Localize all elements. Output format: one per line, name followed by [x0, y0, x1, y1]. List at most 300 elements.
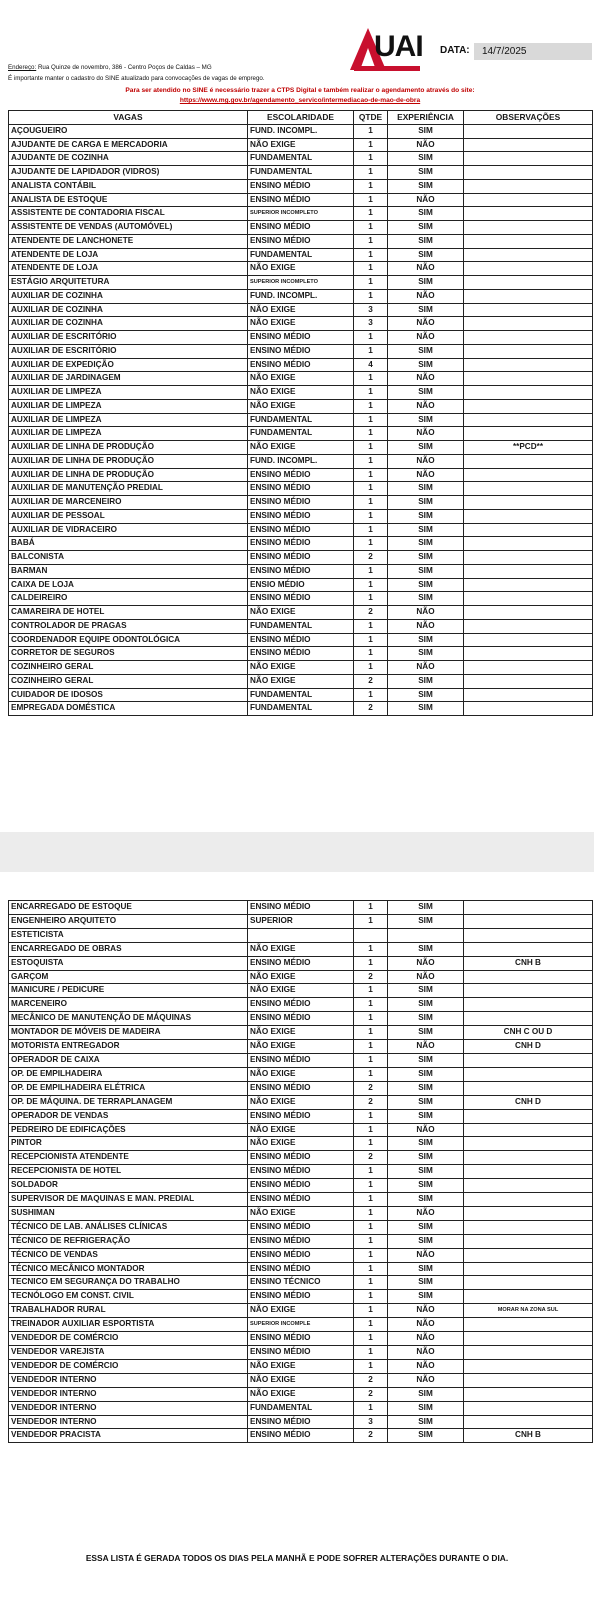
cell-qtde: 1: [354, 1165, 388, 1179]
cell-escolaridade: NÃO EXIGE: [248, 138, 354, 152]
cell-vaga: SUPERVISOR DE MAQUINAS E MAN. PREDIAL: [9, 1193, 248, 1207]
cell-observacoes: CNH B: [464, 1429, 593, 1443]
cell-experiencia: SIM: [388, 234, 464, 248]
cell-escolaridade: ENSINO MÉDIO: [248, 344, 354, 358]
cell-qtde: 1: [354, 454, 388, 468]
cell-observacoes: [464, 661, 593, 675]
cell-experiencia: SIM: [388, 166, 464, 180]
cell-escolaridade: ENSINO MÉDIO: [248, 179, 354, 193]
cell-experiencia: SIM: [388, 303, 464, 317]
cell-experiencia: SIM: [388, 984, 464, 998]
cell-qtde: 1: [354, 1137, 388, 1151]
cell-vaga: CALDEIREIRO: [9, 592, 248, 606]
cell-escolaridade: SUPERIOR INCOMPLETO: [248, 207, 354, 221]
cell-escolaridade: ENSINO MÉDIO: [248, 564, 354, 578]
cell-qtde: 1: [354, 647, 388, 661]
cell-observacoes: MORAR NA ZONA SUL: [464, 1304, 593, 1318]
cell-qtde: 3: [354, 1415, 388, 1429]
cell-qtde: 1: [354, 166, 388, 180]
cell-experiencia: SIM: [388, 207, 464, 221]
cell-experiencia: SIM: [388, 1220, 464, 1234]
cell-observacoes: [464, 1387, 593, 1401]
cell-vaga: ESTOQUISTA: [9, 956, 248, 970]
cell-qtde: 1: [354, 633, 388, 647]
cell-experiencia: SIM: [388, 1165, 464, 1179]
jobs-list-1: [9, 124, 593, 715]
cell-vaga: AUXILIAR DE LINHA DE PRODUÇÃO: [9, 468, 248, 482]
cell-observacoes: [464, 399, 593, 413]
cell-qtde: 1: [354, 1359, 388, 1373]
cell-experiencia: SIM: [388, 1067, 464, 1081]
cell-vaga: PINTOR: [9, 1137, 248, 1151]
cell-observacoes: [464, 331, 593, 345]
cell-observacoes: [464, 1193, 593, 1207]
table-row: [9, 606, 593, 620]
table-row: [9, 289, 593, 303]
cell-experiencia: NÃO: [388, 1373, 464, 1387]
cell-observacoes: [464, 606, 593, 620]
cell-observacoes: [464, 179, 593, 193]
cell-qtde: 2: [354, 606, 388, 620]
cell-vaga: BARMAN: [9, 564, 248, 578]
cell-escolaridade: NÃO EXIGE: [248, 1123, 354, 1137]
cell-vaga: VENDEDOR DE COMÉRCIO: [9, 1359, 248, 1373]
cell-escolaridade: ENSINO MÉDIO: [248, 1109, 354, 1123]
table-row: [9, 1081, 593, 1095]
table-row: [9, 1151, 593, 1165]
cell-escolaridade: NÃO EXIGE: [248, 1095, 354, 1109]
table-row: [9, 592, 593, 606]
cell-vaga: CAIXA DE LOJA: [9, 578, 248, 592]
cell-escolaridade: ENSINO MÉDIO: [248, 1332, 354, 1346]
cell-vaga: ENCARREGADO DE OBRAS: [9, 942, 248, 956]
cell-observacoes: [464, 1276, 593, 1290]
cell-escolaridade: FUND. INCOMPL.: [248, 289, 354, 303]
cell-observacoes: [464, 454, 593, 468]
cell-observacoes: [464, 942, 593, 956]
cell-experiencia: SIM: [388, 647, 464, 661]
table-row: [9, 372, 593, 386]
cell-escolaridade: ENSINO MÉDIO: [248, 1053, 354, 1067]
cell-experiencia: SIM: [388, 1262, 464, 1276]
cell-qtde: 1: [354, 1234, 388, 1248]
cell-qtde: 1: [354, 1262, 388, 1276]
cell-observacoes: [464, 413, 593, 427]
cell-vaga: ATENDENTE DE LANCHONETE: [9, 234, 248, 248]
header-escolaridade: ESCOLARIDADE: [248, 111, 354, 125]
cell-observacoes: [464, 207, 593, 221]
cell-escolaridade: ENSINO MÉDIO: [248, 468, 354, 482]
table-row: [9, 1318, 593, 1332]
cell-experiencia: SIM: [388, 1387, 464, 1401]
header-observacoes: OBSERVAÇÕES: [464, 111, 593, 125]
table-row: [9, 647, 593, 661]
cell-qtde: 1: [354, 441, 388, 455]
cell-vaga: ATENDENTE DE LOJA: [9, 248, 248, 262]
table-row: [9, 578, 593, 592]
table-row: [9, 1165, 593, 1179]
table-row: [9, 1234, 593, 1248]
table-row: [9, 1401, 593, 1415]
cell-escolaridade: FUND. INCOMPL.: [248, 124, 354, 138]
cell-vaga: AJUDANTE DE COZINHA: [9, 152, 248, 166]
cell-experiencia: SIM: [388, 1026, 464, 1040]
table-row: [9, 674, 593, 688]
footer-note: ESSA LISTA É GERADA TODOS OS DIAS PELA MANHÃ E PODE SOFRER ALTERAÇÕES DURANTE O DIA.: [85, 1553, 509, 1563]
cell-vaga: ASSISTENTE DE VENDAS (AUTOMÓVEL): [9, 221, 248, 235]
cell-vaga: ASSISTENTE DE CONTADORIA FISCAL: [9, 207, 248, 221]
table-row: [9, 1262, 593, 1276]
date-label: DATA:: [440, 45, 470, 56]
cell-qtde: 2: [354, 674, 388, 688]
cell-experiencia: SIM: [388, 386, 464, 400]
cell-experiencia: NÃO: [388, 427, 464, 441]
cell-qtde: 1: [354, 276, 388, 290]
cell-experiencia: SIM: [388, 914, 464, 928]
cell-experiencia: NÃO: [388, 970, 464, 984]
cell-experiencia: NÃO: [388, 1359, 464, 1373]
cell-observacoes: CNH D: [464, 1040, 593, 1054]
cell-vaga: RECEPCIONISTA DE HOTEL: [9, 1165, 248, 1179]
cell-experiencia: SIM: [388, 344, 464, 358]
cell-experiencia: NÃO: [388, 1318, 464, 1332]
cell-escolaridade: SUPERIOR: [248, 914, 354, 928]
cell-escolaridade: NÃO EXIGE: [248, 970, 354, 984]
cell-escolaridade: ENSINO MÉDIO: [248, 592, 354, 606]
cell-vaga: AUXILIAR DE JARDINAGEM: [9, 372, 248, 386]
cell-qtde: 1: [354, 124, 388, 138]
appointment-notice: Para ser atendido no SINE é necessário trazer a CTPS Digital e também realizar o agendamento através do site:: [125, 87, 475, 94]
cell-observacoes: [464, 592, 593, 606]
cell-experiencia: SIM: [388, 496, 464, 510]
cell-observacoes: [464, 523, 593, 537]
appointment-link[interactable]: https://www.mg.gov.br/agendamento_servico/intermediacao-de-mao-de-obra: [179, 97, 421, 104]
cell-observacoes: [464, 276, 593, 290]
cell-qtde: 1: [354, 289, 388, 303]
jobs-list-2: [9, 901, 593, 1443]
table-row: [9, 661, 593, 675]
cell-vaga: CORRETOR DE SEGUROS: [9, 647, 248, 661]
table-row: [9, 1137, 593, 1151]
cell-qtde: 1: [354, 262, 388, 276]
cell-observacoes: [464, 138, 593, 152]
table-row: [9, 179, 593, 193]
cell-qtde: 1: [354, 619, 388, 633]
cell-observacoes: [464, 1346, 593, 1360]
cell-observacoes: [464, 928, 593, 942]
table-header-row: [9, 111, 593, 125]
page-2: [8, 900, 592, 1443]
cell-escolaridade: ENSINO MÉDIO: [248, 537, 354, 551]
table-row: [9, 386, 593, 400]
table-row: [9, 331, 593, 345]
jobs-table-1: [8, 110, 593, 716]
cell-escolaridade: ENSINO MÉDIO: [248, 1165, 354, 1179]
cell-experiencia: NÃO: [388, 138, 464, 152]
cell-experiencia: SIM: [388, 358, 464, 372]
table-row: [9, 523, 593, 537]
cell-observacoes: [464, 1137, 593, 1151]
cell-experiencia: SIM: [388, 1415, 464, 1429]
cell-experiencia: SIM: [388, 578, 464, 592]
cell-qtde: 1: [354, 523, 388, 537]
cell-vaga: AUXILIAR DE LIMPEZA: [9, 427, 248, 441]
table-row: [9, 702, 593, 716]
cell-vaga: AUXILIAR DE VIDRACEIRO: [9, 523, 248, 537]
cell-experiencia: SIM: [388, 1290, 464, 1304]
table-row: [9, 998, 593, 1012]
cell-experiencia: SIM: [388, 1276, 464, 1290]
cell-observacoes: [464, 1359, 593, 1373]
cell-experiencia: SIM: [388, 441, 464, 455]
cell-vaga: AUXILIAR DE ESCRITÓRIO: [9, 331, 248, 345]
table-row: [9, 1026, 593, 1040]
table-row: [9, 152, 593, 166]
table-row: [9, 124, 593, 138]
cell-observacoes: [464, 303, 593, 317]
cell-vaga: VENDEDOR INTERNO: [9, 1387, 248, 1401]
cell-observacoes: [464, 1373, 593, 1387]
cell-qtde: 1: [354, 1346, 388, 1360]
cell-observacoes: [464, 1081, 593, 1095]
cell-experiencia: SIM: [388, 1179, 464, 1193]
logo-text: UAI: [374, 30, 423, 63]
cell-qtde: 1: [354, 1332, 388, 1346]
cell-vaga: AUXILIAR DE EXPEDIÇÃO: [9, 358, 248, 372]
cell-vaga: PEDREIRO DE EDIFICAÇÕES: [9, 1123, 248, 1137]
cell-escolaridade: ENSINO MÉDIO: [248, 633, 354, 647]
table-row: [9, 1373, 593, 1387]
cell-observacoes: [464, 124, 593, 138]
cell-experiencia: NÃO: [388, 331, 464, 345]
cell-qtde: 1: [354, 998, 388, 1012]
cell-escolaridade: NÃO EXIGE: [248, 674, 354, 688]
cell-qtde: 1: [354, 1026, 388, 1040]
cell-vaga: VENDEDOR INTERNO: [9, 1415, 248, 1429]
cell-escolaridade: ENSINO MÉDIO: [248, 193, 354, 207]
table-row: [9, 1248, 593, 1262]
cell-qtde: 2: [354, 702, 388, 716]
cell-observacoes: [464, 468, 593, 482]
table-row: [9, 901, 593, 915]
cell-escolaridade: NÃO EXIGE: [248, 1304, 354, 1318]
cell-qtde: 3: [354, 303, 388, 317]
cell-escolaridade: NÃO EXIGE: [248, 386, 354, 400]
cell-observacoes: [464, 1401, 593, 1415]
cell-escolaridade: ENSINO MÉDIO: [248, 509, 354, 523]
table-row: [9, 317, 593, 331]
cell-observacoes: [464, 289, 593, 303]
cell-observacoes: [464, 702, 593, 716]
cell-qtde: 1: [354, 592, 388, 606]
cell-experiencia: SIM: [388, 674, 464, 688]
cell-experiencia: NÃO: [388, 956, 464, 970]
table-row: [9, 1206, 593, 1220]
header-vagas: VAGAS: [9, 111, 248, 125]
table-row: [9, 454, 593, 468]
cell-escolaridade: ENSINO MÉDIO: [248, 551, 354, 565]
cell-experiencia: NÃO: [388, 372, 464, 386]
cell-experiencia: NÃO: [388, 1248, 464, 1262]
cell-experiencia: SIM: [388, 702, 464, 716]
cell-qtde: 1: [354, 468, 388, 482]
cell-qtde: 1: [354, 688, 388, 702]
cell-vaga: AUXILIAR DE LIMPEZA: [9, 399, 248, 413]
cell-escolaridade: ENSINO MÉDIO: [248, 1429, 354, 1443]
cell-vaga: AUXILIAR DE LINHA DE PRODUÇÃO: [9, 454, 248, 468]
cell-observacoes: [464, 674, 593, 688]
cell-vaga: TRABALHADOR RURAL: [9, 1304, 248, 1318]
cell-vaga: MANICURE / PEDICURE: [9, 984, 248, 998]
cell-vaga: AUXILIAR DE ESCRITÓRIO: [9, 344, 248, 358]
cell-experiencia: SIM: [388, 1151, 464, 1165]
cell-observacoes: [464, 1012, 593, 1026]
document-header: [8, 0, 592, 110]
cell-vaga: ENCARREGADO DE ESTOQUE: [9, 901, 248, 915]
table-row: [9, 1359, 593, 1373]
cell-qtde: 1: [354, 344, 388, 358]
cell-observacoes: [464, 262, 593, 276]
table-row: [9, 914, 593, 928]
cell-experiencia: SIM: [388, 124, 464, 138]
table-row: [9, 1109, 593, 1123]
cell-escolaridade: NÃO EXIGE: [248, 262, 354, 276]
cell-vaga: VENDEDOR VAREJISTA: [9, 1346, 248, 1360]
cell-escolaridade: ENSINO MÉDIO: [248, 1248, 354, 1262]
cell-observacoes: [464, 914, 593, 928]
cell-escolaridade: NÃO EXIGE: [248, 1026, 354, 1040]
cell-qtde: 1: [354, 496, 388, 510]
cell-vaga: COZINHEIRO GERAL: [9, 674, 248, 688]
cell-experiencia: SIM: [388, 592, 464, 606]
cell-observacoes: [464, 688, 593, 702]
cell-qtde: 1: [354, 1304, 388, 1318]
cell-vaga: TREINADOR AUXILIAR ESPORTISTA: [9, 1318, 248, 1332]
cell-observacoes: [464, 372, 593, 386]
cell-vaga: OPERADOR DE VENDAS: [9, 1109, 248, 1123]
cell-observacoes: [464, 1151, 593, 1165]
cell-escolaridade: NÃO EXIGE: [248, 317, 354, 331]
cell-experiencia: SIM: [388, 1095, 464, 1109]
cell-experiencia: NÃO: [388, 193, 464, 207]
cell-vaga: VENDEDOR INTERNO: [9, 1401, 248, 1415]
cell-escolaridade: NÃO EXIGE: [248, 661, 354, 675]
cell-escolaridade: ENSINO MÉDIO: [248, 1151, 354, 1165]
cell-observacoes: [464, 1220, 593, 1234]
table-row: [9, 509, 593, 523]
cell-qtde: 1: [354, 564, 388, 578]
table-row: [9, 1276, 593, 1290]
cell-qtde: 1: [354, 399, 388, 413]
cell-qtde: 2: [354, 1429, 388, 1443]
cell-qtde: 1: [354, 386, 388, 400]
page-1: [8, 0, 592, 716]
cell-observacoes: [464, 1290, 593, 1304]
cell-escolaridade: FUNDAMENTAL: [248, 248, 354, 262]
cell-escolaridade: ENSINO MÉDIO: [248, 1415, 354, 1429]
cell-vaga: AUXILIAR DE MANUTENÇÃO PREDIAL: [9, 482, 248, 496]
cell-escolaridade: ENSINO MÉDIO: [248, 331, 354, 345]
cell-vaga: ATENDENTE DE LOJA: [9, 262, 248, 276]
table-row: [9, 1387, 593, 1401]
cell-escolaridade: FUNDAMENTAL: [248, 1401, 354, 1415]
cell-observacoes: CNH C OU D: [464, 1026, 593, 1040]
cell-observacoes: [464, 970, 593, 984]
cell-escolaridade: ENSINO MÉDIO: [248, 901, 354, 915]
cell-vaga: EMPREGADA DOMÉSTICA: [9, 702, 248, 716]
cell-experiencia: SIM: [388, 248, 464, 262]
cell-escolaridade: ENSINO MÉDIO: [248, 234, 354, 248]
cell-escolaridade: ENSINO TÉCNICO: [248, 1276, 354, 1290]
table-row: [9, 1193, 593, 1207]
cell-qtde: 4: [354, 358, 388, 372]
cell-experiencia: SIM: [388, 413, 464, 427]
cell-vaga: SOLDADOR: [9, 1179, 248, 1193]
cell-experiencia: NÃO: [388, 1123, 464, 1137]
cell-vaga: TECNICO EM SEGURANÇA DO TRABALHO: [9, 1276, 248, 1290]
cell-observacoes: [464, 1234, 593, 1248]
table-row: [9, 1220, 593, 1234]
cell-experiencia: NÃO: [388, 1206, 464, 1220]
table-row: [9, 1123, 593, 1137]
cell-experiencia: SIM: [388, 1012, 464, 1026]
cell-observacoes: [464, 1109, 593, 1123]
cell-qtde: 1: [354, 914, 388, 928]
table-row: [9, 358, 593, 372]
cell-escolaridade: ENSINO MÉDIO: [248, 1234, 354, 1248]
cell-experiencia: SIM: [388, 1234, 464, 1248]
cell-experiencia: SIM: [388, 633, 464, 647]
cell-qtde: 2: [354, 970, 388, 984]
cell-observacoes: [464, 647, 593, 661]
table-row: [9, 207, 593, 221]
cell-vaga: CUIDADOR DE IDOSOS: [9, 688, 248, 702]
cell-escolaridade: NÃO EXIGE: [248, 942, 354, 956]
cell-qtde: 1: [354, 234, 388, 248]
cell-qtde: 1: [354, 152, 388, 166]
cell-experiencia: SIM: [388, 942, 464, 956]
cell-observacoes: [464, 619, 593, 633]
cell-observacoes: [464, 1332, 593, 1346]
cell-observacoes: [464, 1415, 593, 1429]
cell-experiencia: SIM: [388, 551, 464, 565]
cell-experiencia: SIM: [388, 276, 464, 290]
cell-observacoes: [464, 344, 593, 358]
cell-escolaridade: NÃO EXIGE: [248, 984, 354, 998]
cell-qtde: 1: [354, 1401, 388, 1415]
header-experiencia: EXPERIÊNCIA: [388, 111, 464, 125]
cell-qtde: 1: [354, 942, 388, 956]
cell-experiencia: NÃO: [388, 454, 464, 468]
table-row: [9, 1040, 593, 1054]
table-row: [9, 399, 593, 413]
cell-escolaridade: ENSINO MÉDIO: [248, 1346, 354, 1360]
cell-qtde: 1: [354, 901, 388, 915]
table-row: [9, 193, 593, 207]
cell-experiencia: SIM: [388, 1137, 464, 1151]
cell-qtde: 1: [354, 1067, 388, 1081]
cell-observacoes: [464, 234, 593, 248]
cell-experiencia: SIM: [388, 179, 464, 193]
cell-vaga: ANALISTA CONTÁBIL: [9, 179, 248, 193]
cell-escolaridade: NÃO EXIGE: [248, 1359, 354, 1373]
table-row: [9, 262, 593, 276]
cell-observacoes: [464, 1206, 593, 1220]
cell-experiencia: NÃO: [388, 317, 464, 331]
cell-experiencia: SIM: [388, 509, 464, 523]
cell-experiencia: SIM: [388, 901, 464, 915]
cell-escolaridade: [248, 928, 354, 942]
